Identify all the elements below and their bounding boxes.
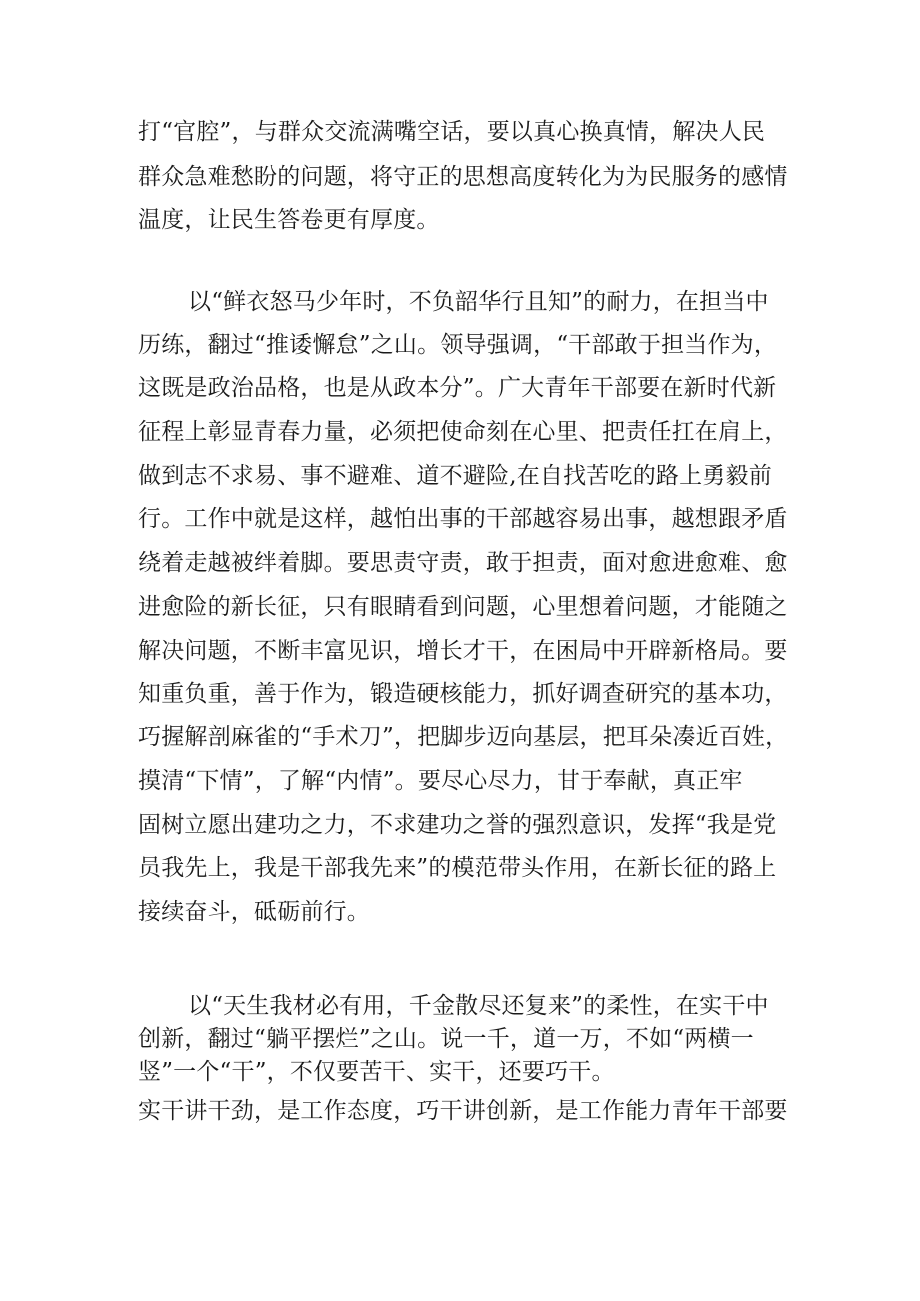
text-line: 绕着走越被绊着脚。要思责守责，敢于担责，面对愈进愈难、愈	[138, 550, 788, 576]
text-line: 以“天生我材必有用，千金散尽还复来”的柔性，在实干中	[188, 993, 769, 1019]
text-line: 进愈险的新长征，只有眼睛看到问题，心里想着问题，才能随之	[138, 594, 788, 620]
text-line: 实干讲干劲，是工作态度，巧干讲创新，是工作能力青年干部要	[138, 1098, 788, 1124]
text-line: 行。工作中就是这样，越怕出事的干部越容易出事，越想跟矛盾	[138, 506, 788, 532]
text-line: 征程上彰显青春力量，必须把使命刻在心里、把责任扛在肩上，	[138, 419, 788, 445]
text-line: 打“官腔”，与群众交流满嘴空话，要以真心换真情，解决人民	[138, 119, 766, 145]
text-line: 解决问题，不断丰富见识，增长才干，在困局中开辟新格局。要	[138, 638, 788, 664]
text-line: 创新，翻过“躺平摆烂”之山。说一千，道一万，不如“两横一	[138, 1026, 754, 1052]
text-line: 巧握解剖麻雀的“手术刀”，把脚步迈向基层，把耳朵凑近百姓，	[138, 724, 789, 750]
text-line: 温度，让民生答卷更有厚度。	[138, 207, 440, 233]
text-line: 历练，翻过“推诿懈怠”之山。领导强调，“干部敢于担当作为，	[138, 332, 778, 358]
text-line: 知重负重，善于作为，锻造硬核能力，抓好调查研究的基本功，	[138, 681, 788, 707]
text-line: 摸清“下情”，了解“内情”。要尽心尽力，甘于奉献，真正牢	[138, 768, 743, 794]
text-line: 这既是政治品格，也是从政本分”。广大青年干部要在新时代新	[138, 375, 777, 401]
text-line: 做到志不求易、事不避难、道不避险,在自找苦吃的路上勇毅前	[138, 463, 772, 489]
text-line: 接续奋斗，砥砺前行。	[138, 899, 370, 925]
text-line: 竖”一个“干”，不仅要苦干、实干，还要巧干。	[138, 1059, 615, 1085]
text-line: 固树立愿出建功之力，不求建功之誉的强烈意识，发挥“我是党	[138, 812, 777, 838]
text-line: 群众急难愁盼的问题，将守正的思想高度转化为为民服务的感情	[138, 164, 788, 190]
text-line: 以“鲜衣怒马少年时，不负韶华行且知”的耐力，在担当中	[188, 289, 769, 315]
text-line: 员我先上，我是干部我先来”的模范带头作用，在新长征的路上	[138, 855, 777, 881]
